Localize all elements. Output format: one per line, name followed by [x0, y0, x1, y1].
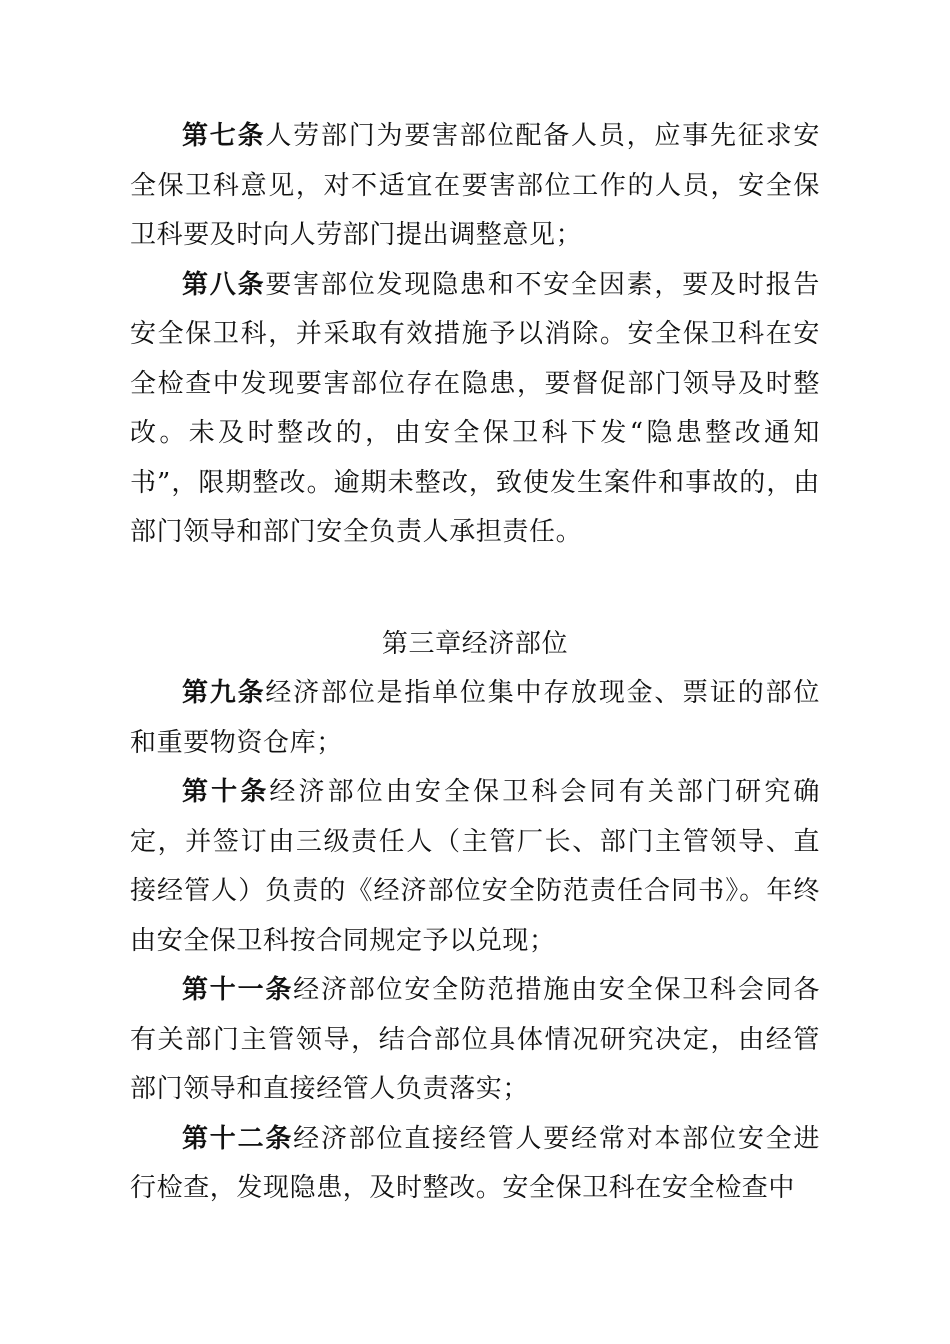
- article-12-number: 第十二条: [182, 1123, 294, 1154]
- article-8-number: 第八条: [182, 269, 266, 300]
- article-9: [130, 669, 820, 768]
- article-11-number: 第十一条: [182, 975, 294, 1005]
- article-9-number: 第九条: [182, 678, 266, 708]
- article-10-text: 经济部位由安全保卫科会同有关部门研究确定，并签订由三级责任人（主管厂长、部门主管领导、直接经管人）负责的《经济部位安全防范责任合同书》。年终由安全保卫科按合同规定予以兑现；: [130, 777, 820, 956]
- article-9-text: 经济部位是指单位集中存放现金、票证的部位和重要物资仓库；: [130, 678, 820, 758]
- article-11: [130, 966, 820, 1115]
- document-body: [130, 112, 820, 1214]
- article-8-text: 要害部位发现隐患和不安全因素，要及时报告安全保卫科，并采取有效措施予以消除。安全保卫科在安全检查中发现要害部位存在隐患，要督促部门领导及时整改。未及时整改的，由安全保卫科下发“隐患整改通知书”，限期整改。逾期未整改，致使发生案件和事故的，由部门领导和部门安全负责人承担责任。: [130, 269, 820, 547]
- article-10: [130, 768, 820, 966]
- article-7-number: 第七条: [182, 121, 266, 151]
- section-gap: [130, 558, 820, 620]
- article-11-text: 经济部位安全防范措施由安全保卫科会同各有关部门主管领导，结合部位具体情况研究决定，由经管部门领导和直接经管人负责落实；: [130, 975, 820, 1104]
- chapter-title: 第三章经济部位: [381, 628, 569, 659]
- article-10-number: 第十条: [182, 777, 270, 807]
- article-12: [130, 1115, 820, 1214]
- article-7: [130, 112, 820, 261]
- article-7-text: 人劳部门为要害部位配备人员，应事先征求安全保卫科意见，对不适宜在要害部位工作的人员，安全保卫科要及时向人劳部门提出调整意见；: [130, 121, 820, 250]
- article-12-text: 经济部位直接经管人要经常对本部位安全进行检查，发现隐患，及时整改。安全保卫科在安全检查中: [130, 1123, 820, 1203]
- article-8: [130, 261, 820, 558]
